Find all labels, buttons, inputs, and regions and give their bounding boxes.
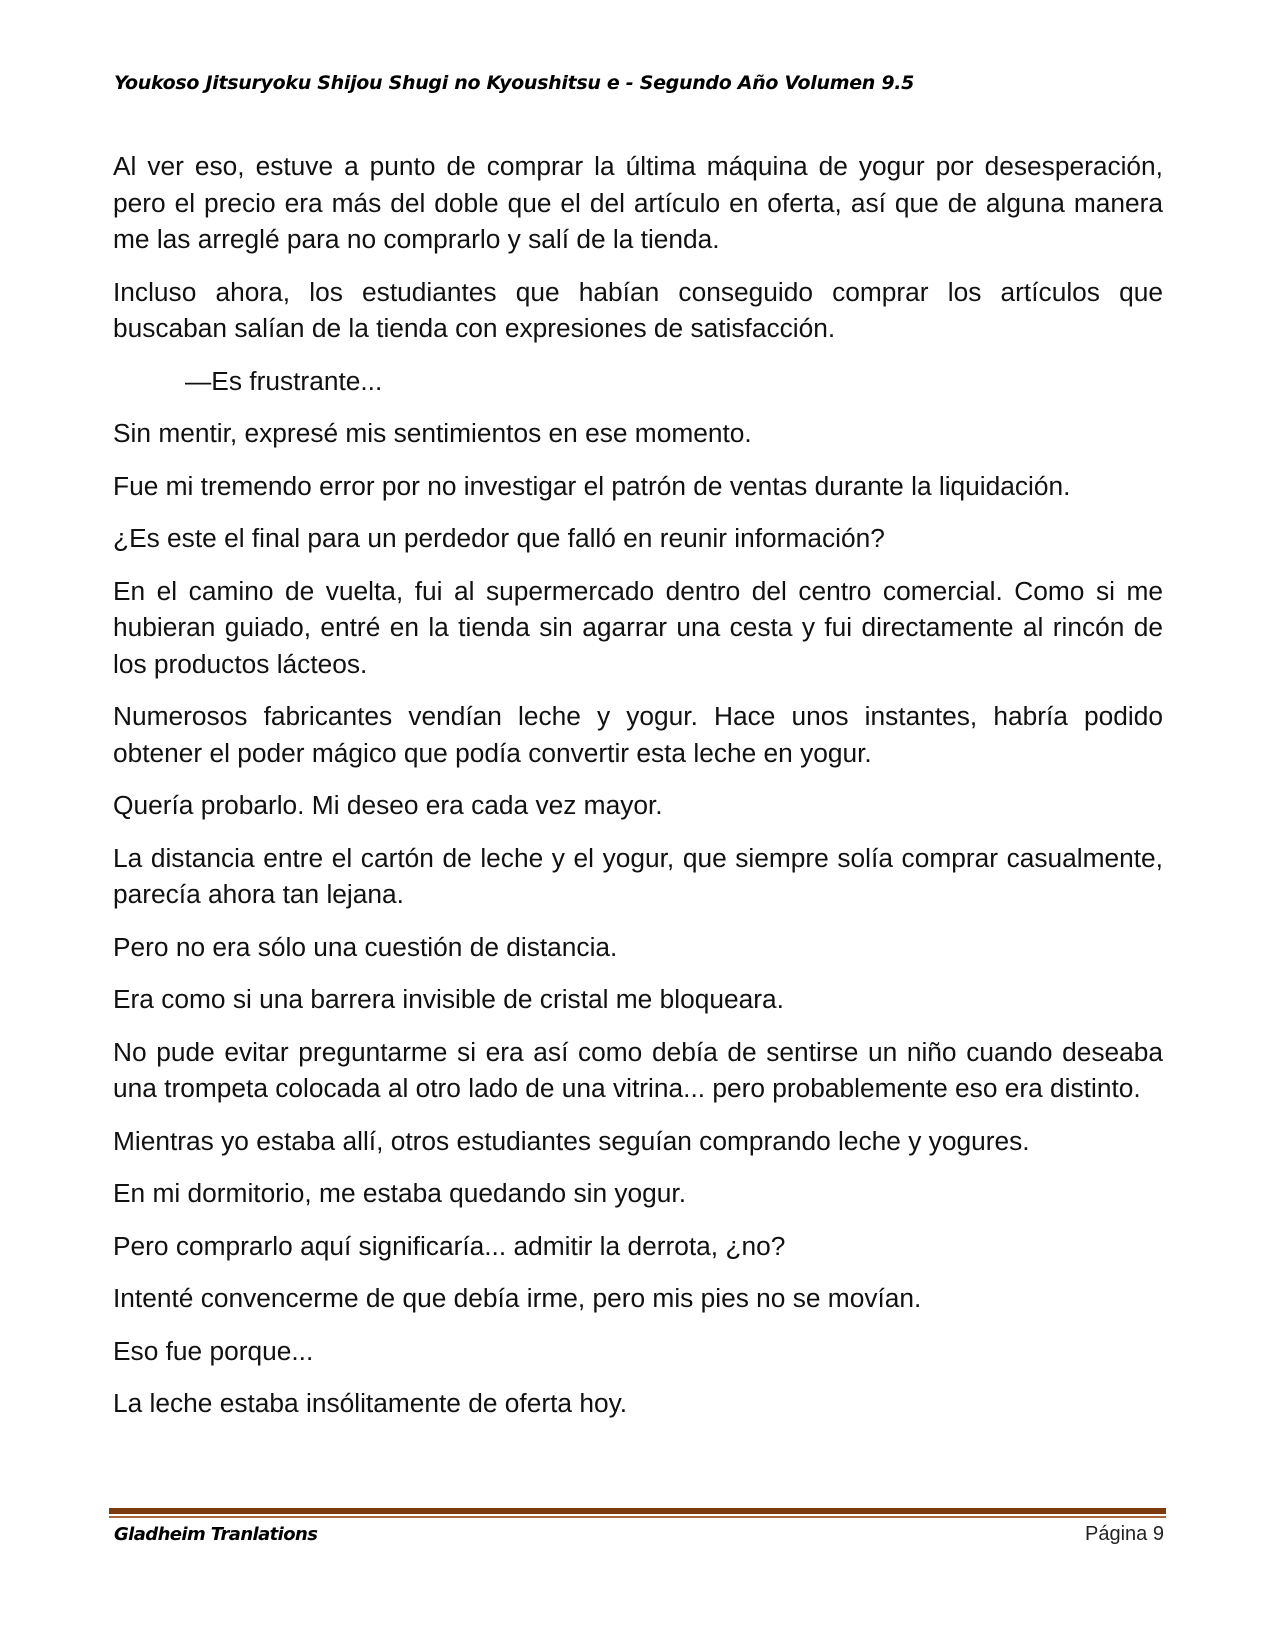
paragraph: Mientras yo estaba allí, otros estudiantes seguían comprando leche y yogures.: [113, 1125, 1030, 1156]
page-number: [1085, 1523, 1164, 1546]
page-number-value: 9: [1152, 1523, 1164, 1545]
paragraph: Al ver eso, estuve a punto de comprar la última máquina de yogur por desesperación, pero el precio era más del doble que el del artículo en oferta, así que de alguna manera me las arreglé para no comprarlo y salí de la tienda.: [113, 151, 1163, 254]
dialogue-line: —Es frustrante...: [185, 365, 383, 396]
page-label: Página: [1085, 1523, 1148, 1545]
footer-divider-thin: [109, 1516, 1166, 1518]
paragraph: Incluso ahora, los estudiantes que habían conseguido comprar los artículos que buscaban salían de la tienda con expresiones de satisfacción.: [113, 276, 1163, 343]
paragraph: Intenté convencerme de que debía irme, pero mis pies no se movían.: [113, 1283, 922, 1313]
paragraph: La leche estaba insólitamente de oferta hoy.: [113, 1388, 628, 1418]
paragraph: No pude evitar preguntarme si era así como debía de sentirse un niño cuando deseaba una trompeta colocada al otro lado de una vitrina... pero probablemente eso era distinto.: [113, 1036, 1163, 1103]
paragraph: Pero comprarlo aquí significaría... admitir la derrota, ¿no?: [113, 1230, 786, 1261]
running-header-title: Youkoso Jitsuryoku Shijou Shugi no Kyoushitsu e - Segundo Año Volumen 9.5: [114, 72, 915, 94]
paragraph: Numerosos fabricantes vendían leche y yogur. Hace unos instantes, habría podido obtener el poder mágico que podía convertir esta leche en yogur.: [113, 701, 1163, 768]
paragraph: Fue mi tremendo error por no investigar el patrón de ventas durante la liquidación.: [113, 470, 1071, 501]
paragraph: La distancia entre el cartón de leche y el yogur, que siempre solía comprar casualmente, parecía ahora tan lejana.: [113, 842, 1163, 909]
paragraph: Era como si una barrera invisible de cristal me bloqueara.: [113, 984, 784, 1014]
footer-divider: [109, 1508, 1166, 1518]
paragraph: Eso fue porque...: [113, 1335, 314, 1366]
paragraph: ¿Es este el final para un perdedor que falló en reunir información?: [113, 523, 885, 553]
footer-credit: Gladheim Tranlations: [114, 1524, 318, 1545]
paragraph: Sin mentir, expresé mis sentimientos en ese momento.: [113, 418, 752, 448]
body-text: [113, 148, 1163, 1438]
paragraph: En el camino de vuelta, fui al supermercado dentro del centro comercial. Como si me hubieran guiado, entré en la tienda sin agarrar una cesta y fui directamente al rincón de los productos lácteos.: [113, 575, 1163, 679]
paragraph: Quería probarlo. Mi deseo era cada vez mayor.: [113, 790, 663, 820]
paragraph: Pero no era sólo una cuestión de distancia.: [113, 931, 618, 962]
paragraph: En mi dormitorio, me estaba quedando sin yogur.: [113, 1178, 687, 1208]
